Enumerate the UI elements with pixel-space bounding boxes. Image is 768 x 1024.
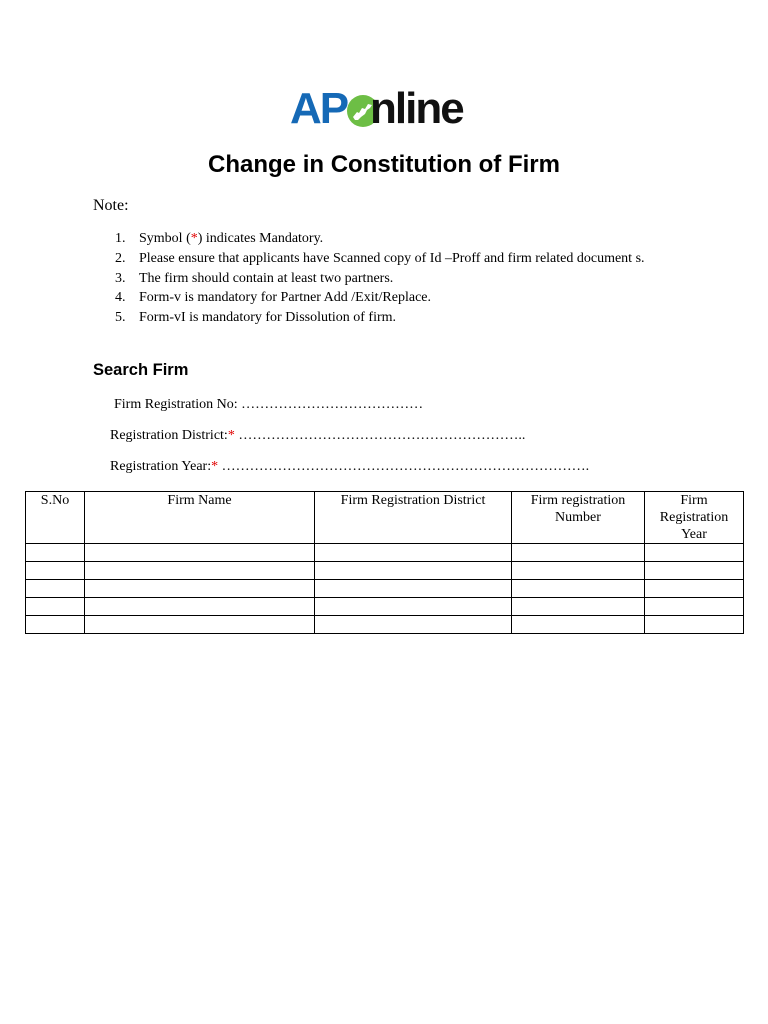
aponline-logo	[290, 84, 480, 138]
column-header-firm-name: Firm Name	[85, 492, 315, 544]
table-cell	[645, 580, 744, 598]
table-cell	[315, 580, 512, 598]
table-header-row	[26, 492, 744, 544]
note-number: 3.	[115, 270, 126, 286]
table-row	[26, 562, 744, 580]
firm-results-table	[25, 491, 744, 634]
table-cell	[315, 598, 512, 616]
note-item	[110, 229, 670, 249]
table-cell	[85, 598, 315, 616]
logo-ap-text: AP	[290, 84, 348, 133]
table-row	[26, 598, 744, 616]
table-cell	[512, 544, 645, 562]
table-cell	[26, 598, 85, 616]
note-number: 1.	[115, 231, 126, 246]
table-cell	[315, 616, 512, 634]
note-text: Please ensure that applicants have Scanned copy of Id –Proff and firm related document s.	[139, 250, 645, 266]
mandatory-asterisk: *	[211, 459, 219, 474]
table-cell	[315, 544, 512, 562]
field-dots[interactable]: …………………………………………………………………….	[218, 459, 590, 474]
table-cell	[85, 562, 315, 580]
note-item	[110, 249, 670, 269]
notes-list	[110, 229, 670, 328]
table-cell	[645, 598, 744, 616]
field-label: Registration Year:	[110, 459, 212, 474]
table-cell	[512, 562, 645, 580]
field-label: Firm Registration No:	[114, 397, 242, 412]
table-cell	[85, 616, 315, 634]
logo-online-text: nline	[370, 84, 463, 133]
table-cell	[512, 616, 645, 634]
table-cell	[26, 580, 85, 598]
page-title: Change in Constitution of Firm	[208, 151, 560, 178]
registration-district-field[interactable]	[110, 427, 525, 445]
column-header-registration-district: Firm Registration District	[315, 492, 512, 544]
table-cell	[26, 544, 85, 562]
table-cell	[645, 616, 744, 634]
note-label: Note:	[93, 197, 129, 214]
table-cell	[26, 616, 85, 634]
column-header-sno: S.No	[26, 492, 85, 544]
table-cell	[645, 562, 744, 580]
registration-year-field[interactable]	[110, 458, 589, 476]
column-header-registration-year: Firm Registration Year	[645, 492, 744, 544]
table-row	[26, 616, 744, 634]
note-text: ) indicates Mandatory.	[197, 231, 324, 246]
note-item	[110, 308, 670, 328]
note-text: The firm should contain at least two partners.	[139, 270, 394, 286]
note-number: 2.	[115, 250, 126, 266]
table-cell	[512, 580, 645, 598]
column-header-registration-number: Firm registration Number	[512, 492, 645, 544]
mandatory-asterisk: *	[190, 231, 198, 246]
table-cell	[512, 598, 645, 616]
table-cell	[315, 562, 512, 580]
note-text: Form-v is mandatory for Partner Add /Exit/Replace.	[139, 290, 431, 306]
note-number: 4.	[115, 290, 126, 306]
field-dots[interactable]: …………………………………	[241, 397, 424, 412]
table-cell	[645, 544, 744, 562]
note-text: Form-vI is mandatory for Dissolution of firm.	[139, 310, 397, 326]
table-row	[26, 580, 744, 598]
table-cell	[26, 562, 85, 580]
note-number: 5.	[115, 310, 126, 326]
field-dots[interactable]: ……………………………………………………..	[234, 428, 526, 443]
mandatory-asterisk: *	[227, 428, 235, 443]
table-cell	[85, 580, 315, 598]
table-row	[26, 544, 744, 562]
note-text: Symbol (	[139, 231, 191, 246]
note-item	[110, 288, 670, 308]
search-firm-heading: Search Firm	[93, 361, 189, 379]
table-cell	[85, 544, 315, 562]
note-item	[110, 269, 670, 289]
field-label: Registration District:	[110, 428, 228, 443]
firm-registration-no-field[interactable]	[114, 396, 423, 414]
